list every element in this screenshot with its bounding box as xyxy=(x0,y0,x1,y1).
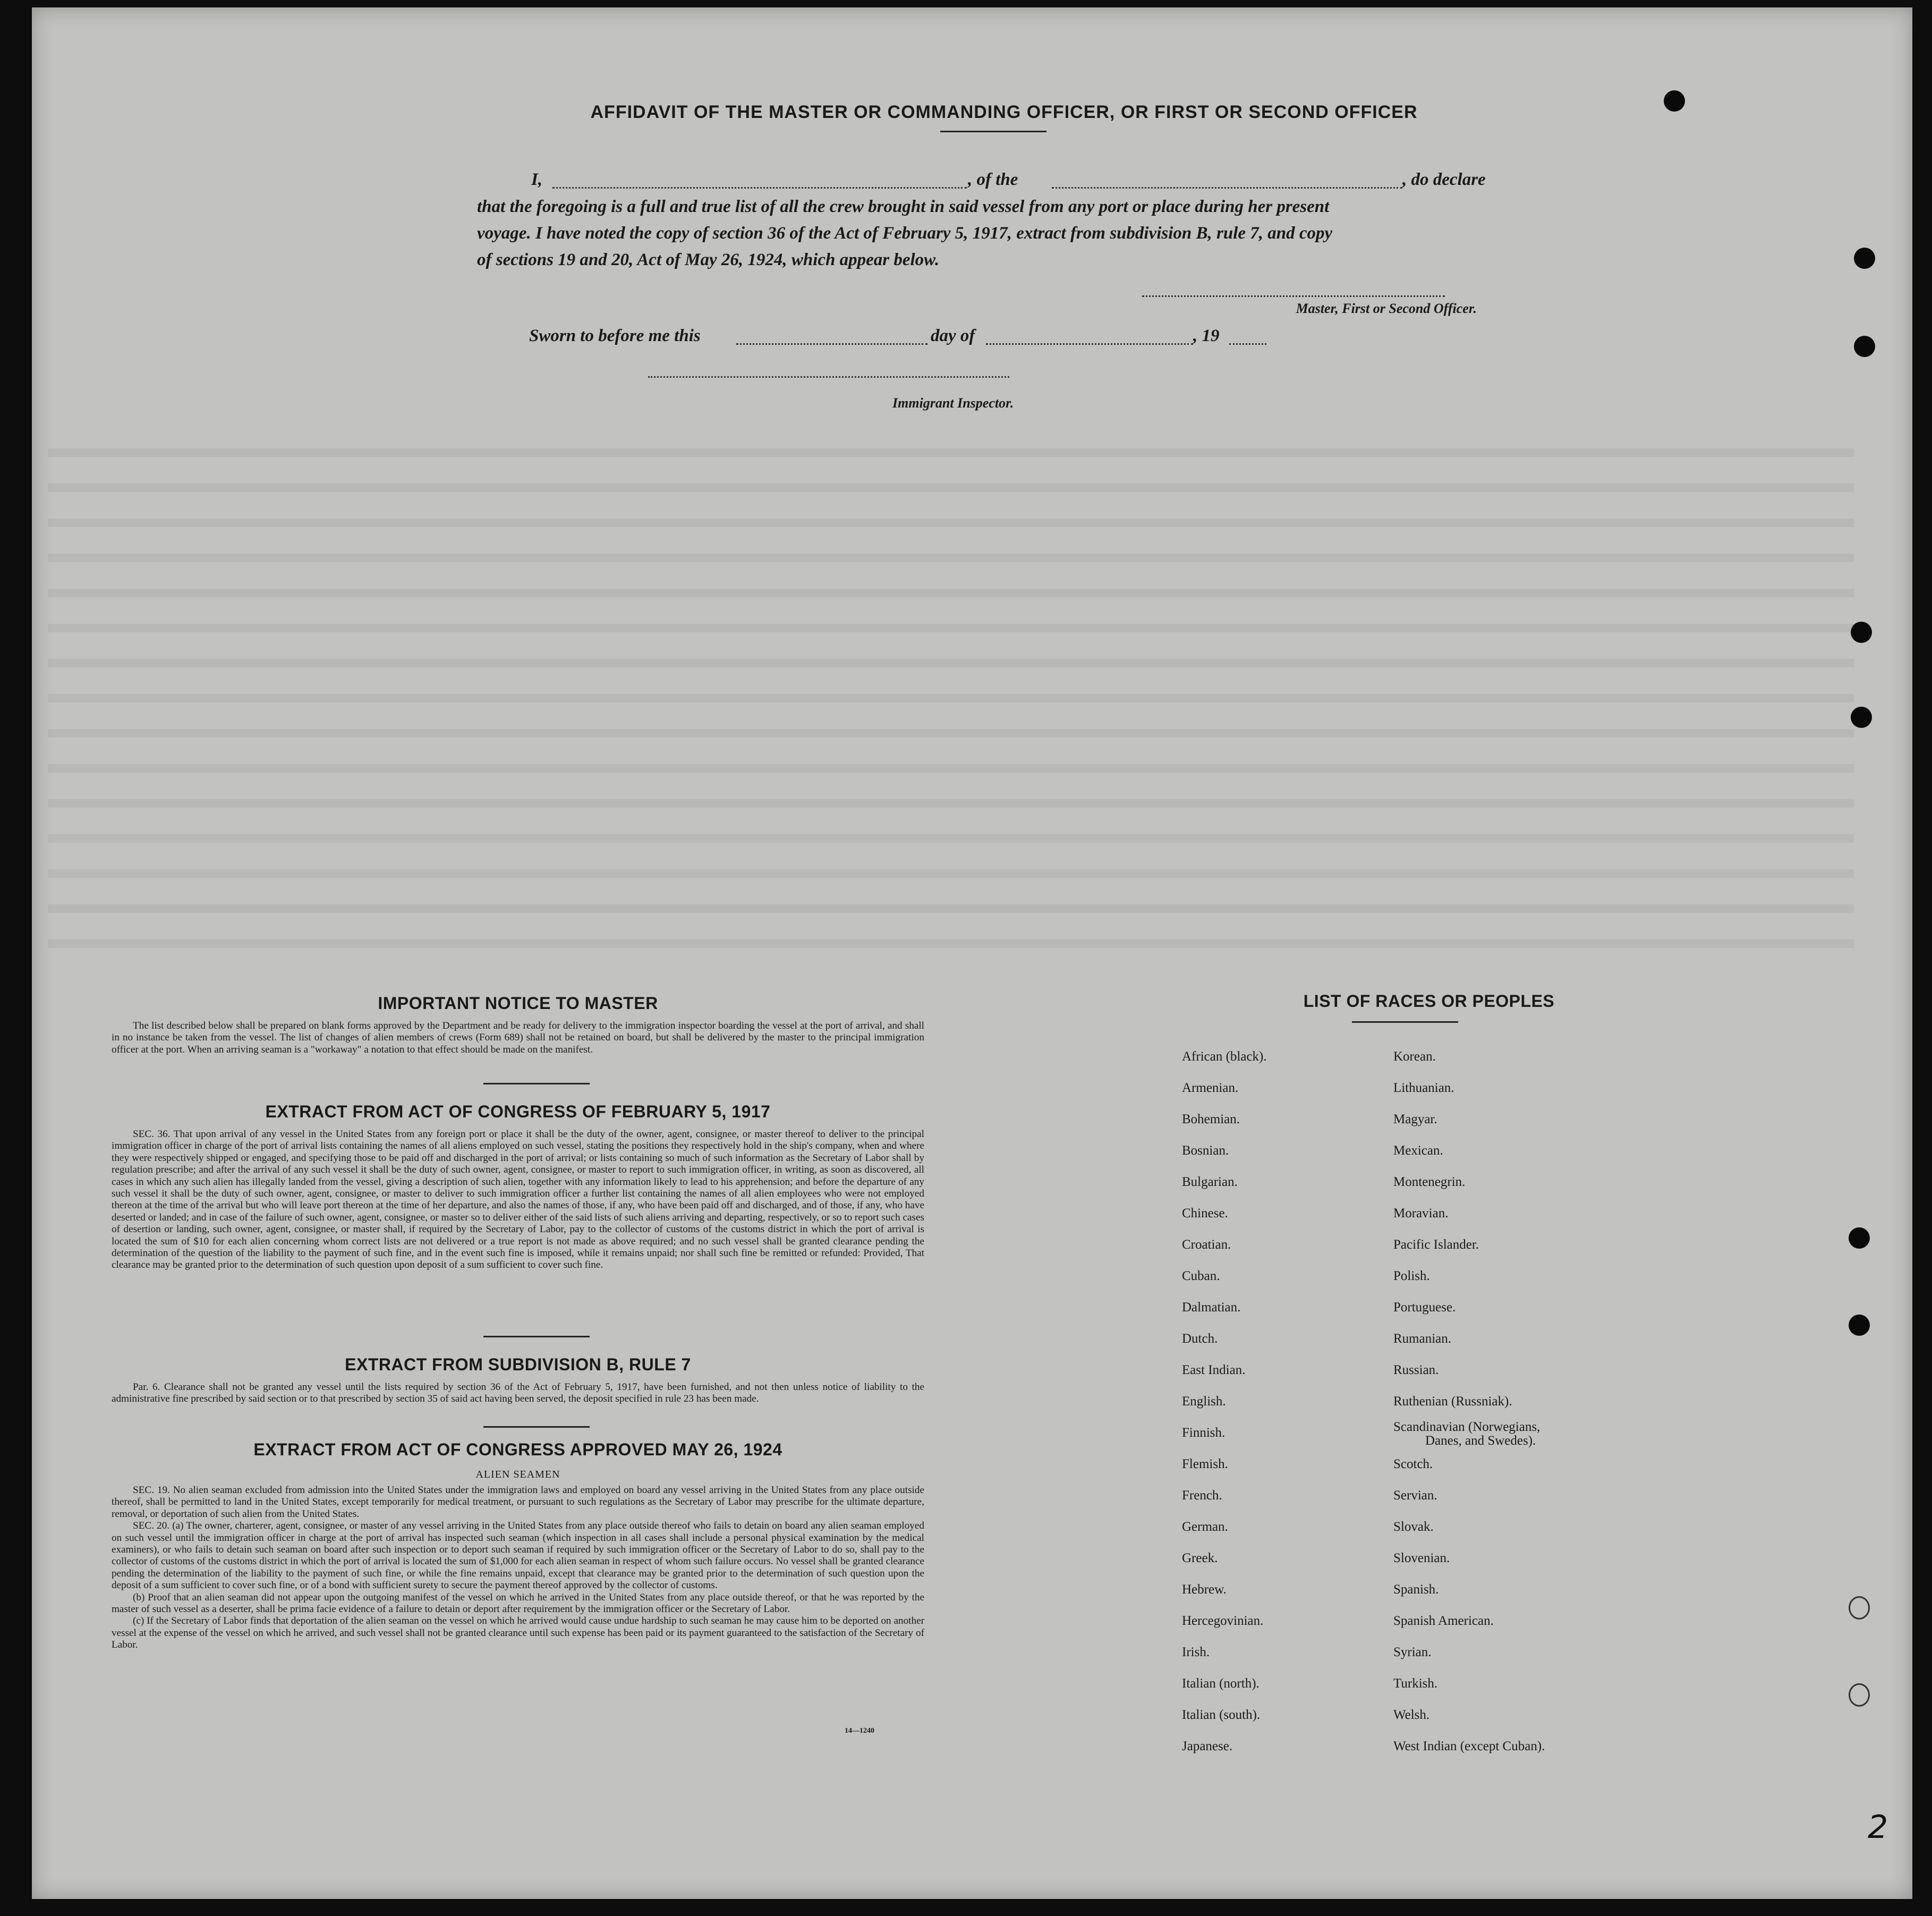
affidavit-declare-label: , do declare xyxy=(1402,170,1486,189)
race-item: Spanish American. xyxy=(1393,1614,1494,1628)
race-item: Lithuanian. xyxy=(1393,1081,1454,1095)
punch-hole xyxy=(1851,707,1872,728)
punch-hole xyxy=(1854,248,1875,269)
race-item: Rumanian. xyxy=(1393,1332,1452,1346)
race-item: Scandinavian (Norwegians, xyxy=(1393,1420,1541,1434)
inspector-signature-blank xyxy=(648,376,1009,378)
race-item: Hebrew. xyxy=(1182,1582,1227,1597)
rule-7-title: EXTRACT FROM SUBDIVISION B, RULE 7 xyxy=(345,1355,691,1374)
vessel-name-blank xyxy=(1052,187,1402,189)
punch-hole xyxy=(1849,1596,1870,1620)
affidavit-body xyxy=(477,193,1518,273)
race-item: Italian (north). xyxy=(1182,1676,1259,1691)
races-title: LIST OF RACES OR PEOPLES xyxy=(1303,991,1555,1011)
race-item: Welsh. xyxy=(1393,1708,1430,1722)
race-item-scandinavian xyxy=(1393,1417,1691,1448)
act-1924-text xyxy=(112,1485,924,1651)
master-signature-blank xyxy=(1142,295,1445,297)
race-item: Flemish. xyxy=(1182,1457,1228,1471)
race-item: Hercegovinian. xyxy=(1182,1614,1264,1628)
alien-seamen-subtitle: ALIEN SEAMEN xyxy=(475,1469,560,1480)
race-item: Slovak. xyxy=(1393,1520,1434,1534)
punch-hole xyxy=(1849,1227,1870,1249)
signature-caption: Master, First or Second Officer. xyxy=(1296,301,1477,316)
race-item: Bulgarian. xyxy=(1182,1175,1238,1189)
races-right-column xyxy=(1393,1041,1691,1762)
race-item: Servian. xyxy=(1393,1488,1437,1503)
act-1924-section-19: SEC. 19. No alien seaman excluded from admission into the United States under the immigration laws and employed on board any vessel arriving in the United States from any place outside thereof, shall be permitted to land in the United States, except temporarily for medical treatment, or pursuant to such regulations as the Secretary of Labor may prescribe for the ultimate departure, removal, or deportation of such alien from the United States. xyxy=(112,1485,924,1520)
act-1917-title: EXTRACT FROM ACT OF CONGRESS OF FEBRUARY 5, 1917 xyxy=(265,1102,771,1121)
title-underline xyxy=(940,131,1046,132)
punch-hole xyxy=(1854,336,1875,357)
race-item: Japanese. xyxy=(1182,1739,1233,1753)
race-item: Slovenian. xyxy=(1393,1551,1450,1565)
bleed-through-texture xyxy=(48,422,1854,974)
affidavit-of-the-label: , of the xyxy=(968,170,1018,189)
race-item: Dutch. xyxy=(1182,1332,1218,1346)
race-item: Dalmatian. xyxy=(1182,1300,1241,1315)
race-item: Syrian. xyxy=(1393,1645,1432,1659)
rule-7-paragraph: Par. 6. Clearance shall not be granted any vessel until the lists required by section 36 of the Act of February 5, 1917, have been furnished, and not then unless notice of liability to the administrative fine prescribed by said section or to that prescribed by section 35 of said act having been served, the deposit specified in rule 23 has been made. xyxy=(112,1381,924,1405)
form-number: 14—1240 xyxy=(845,1727,874,1735)
race-item: Magyar. xyxy=(1393,1112,1437,1126)
race-item: French. xyxy=(1182,1488,1222,1503)
act-1924-section-20c: (c) If the Secretary of Labor finds that deportation of the alien seaman on the vessel on which he arrived would cause undue hardship to such seaman he may cause him to be deported on another vessel at the expense of the vessel on which he arrived, and such vessel shall not be granted clearance until such expense has been paid or its payment guaranteed to the satisfaction of the Secretary of Labor. xyxy=(112,1615,924,1651)
race-item: Chinese. xyxy=(1182,1206,1228,1220)
sworn-day-of: day of xyxy=(931,326,975,345)
punch-hole xyxy=(1849,1683,1870,1707)
race-item: Pacific Islander. xyxy=(1393,1237,1479,1252)
section-divider xyxy=(483,1426,590,1428)
sworn-year-label: , 19 xyxy=(1193,326,1220,345)
document-page xyxy=(32,7,1912,1899)
race-item: English. xyxy=(1182,1394,1226,1409)
races-title-underline xyxy=(1352,1021,1458,1023)
race-item: Montenegrin. xyxy=(1393,1175,1466,1189)
affidavit-body-line: that the foregoing is a full and true list of all the crew brought in said vessel from any port or place during her present xyxy=(477,197,1330,216)
race-item: African (black). xyxy=(1182,1049,1267,1064)
race-item: Portuguese. xyxy=(1393,1300,1456,1315)
sworn-year-blank xyxy=(1229,343,1266,345)
section-divider xyxy=(483,1336,590,1337)
race-item: Ruthenian (Russniak). xyxy=(1393,1394,1512,1409)
race-item: German. xyxy=(1182,1520,1228,1534)
races-left-column xyxy=(1182,1041,1373,1762)
section-divider xyxy=(483,1083,590,1084)
act-1924-section-20b: (b) Proof that an alien seaman did not appear upon the outgoing manifest of the vessel on which he arrived in the United States from any place outside thereof, or that he was reported by the master of such vessel as a deserter, shall be prima facie evidence of a failure to detain or deport after requirement by the immigration officer or the Secretary of Labor. xyxy=(112,1591,924,1615)
affidavit-title: AFFIDAVIT OF THE MASTER OR COMMANDING OFFICER, OR FIRST OR SECOND OFFICER xyxy=(590,102,1418,122)
race-item: Korean. xyxy=(1393,1049,1436,1064)
sworn-prefix: Sworn to before me this xyxy=(529,326,701,345)
act-1917-text xyxy=(112,1129,924,1271)
notice-title: IMPORTANT NOTICE TO MASTER xyxy=(378,994,658,1013)
race-item: Irish. xyxy=(1182,1645,1210,1659)
inspector-caption: Immigrant Inspector. xyxy=(892,395,1014,411)
master-name-blank xyxy=(552,187,967,189)
race-item: Croatian. xyxy=(1182,1237,1231,1252)
race-item: Spanish. xyxy=(1393,1582,1439,1597)
race-item: Bosnian. xyxy=(1182,1143,1229,1158)
affidavit-body-line: voyage. I have noted the copy of section 36 of the Act of February 5, 1917, extract from subdivision B, rule 7, and copy xyxy=(477,224,1333,243)
punch-hole xyxy=(1851,622,1872,643)
sworn-month-blank xyxy=(986,343,1193,345)
race-item: Mexican. xyxy=(1393,1143,1443,1158)
act-1924-section-20a: SEC. 20. (a) The owner, charterer, agent, consignee, or master of any vessel arriving in the United States from any place outside thereof who fails to detain on board any alien seaman employed on such vessel until the immigration officer in charge at the port of arrival has inspected such seaman (which inspection in all cases shall include a personal physical examination by the medical examiners), or who fails to detain such seaman on board after such inspection or to deport such seaman if required by such immigration officer or the Secretary of Labor to do so, shall pay to the collector of customs of the customs district in which the port of arrival is located the sum of $1,000 for each alien seaman in respect of whom such failure occurs. No vessel shall be granted clearance pending the determination of the liability to the payment of such fine, or while the fine remains unpaid, except that clearance may be granted prior to the determination of such question upon the deposit of a sum sufficient to cover such fine, or of a bond with sufficient surety to secure the payment thereof approved by the collector of customs. xyxy=(112,1520,924,1591)
affidavit-body-line: of sections 19 and 20, Act of May 26, 1924, which appear below. xyxy=(477,250,940,269)
race-item: Armenian. xyxy=(1182,1081,1239,1095)
act-1917-section-36: SEC. 36. That upon arrival of any vessel in the United States from any foreign port or place it shall be the duty of the owner, agent, consignee, or master thereof to deliver to the principal immigration officer in charge of the port of arrival lists containing the names of all aliens employed on such vessel, stating the positions they respectively hold in the ship's company, when and where they were respectively shipped or engaged, and specifying those to be paid off and discharged in the port of arrival; or lists containing so much of such information as the Secretary of Labor shall by regulation prescribe; and after the arrival of any such vessel it shall be the duty of such owner, agent, consignee, or master to report to such immigration officer, in writing, as soon as discovered, all cases in which any such alien has illegally landed from the vessel, giving a description of such alien, together with any information likely to lead to his apprehension; and before the departure of any such vessel it shall be the duty of such owner, agent, consignee, or master to deliver to such immigration officer a further list containing the names of all alien employees who were not employed thereon at the time of the arrival but who will leave port thereon at the time of her departure, and also the names of those, if any, who have been paid off and discharged, and of those, if any, who have deserted or landed; and in case of the failure of such owner, agent, consignee, or master so to deliver either of the said lists of such aliens arriving and departing, respectively, or so to report such cases of desertion or landing, such owner, agent, consignee, or master shall, if required by the Secretary of Labor, pay to the collector of customs of the customs district in which the port of arrival is located the sum of $10 for each alien concerning whom correct lists are not delivered or a true report is not made as above required; and no such vessel shall be granted clearance pending the determination of the question of the liability to the payment of such fine, and in the event such fine is imposed, while it remains unpaid; nor shall such fine be remitted or refunded: Provided, That clearance may be granted prior to the determination of such question upon deposit of a sum sufficient to cover such fine. xyxy=(112,1129,924,1271)
race-item: East Indian. xyxy=(1182,1363,1246,1377)
race-item: Finnish. xyxy=(1182,1426,1225,1440)
race-item: Moravian. xyxy=(1393,1206,1449,1220)
race-item-continuation: Danes, and Swedes). xyxy=(1425,1434,1536,1448)
race-item: Turkish. xyxy=(1393,1676,1438,1691)
race-item: Italian (south). xyxy=(1182,1708,1261,1722)
race-item: West Indian (except Cuban). xyxy=(1393,1739,1545,1753)
punch-hole xyxy=(1664,90,1685,112)
handwritten-page-number: 2 xyxy=(1868,1809,1888,1846)
race-item: Greek. xyxy=(1182,1551,1218,1565)
affidavit-i-label: I, xyxy=(531,170,543,189)
race-item: Scotch. xyxy=(1393,1457,1433,1471)
race-item: Polish. xyxy=(1393,1269,1430,1283)
race-item: Bohemian. xyxy=(1182,1112,1240,1126)
act-1924-title: EXTRACT FROM ACT OF CONGRESS APPROVED MAY 26, 1924 xyxy=(253,1440,782,1459)
rule-7-text xyxy=(112,1381,924,1405)
race-item: Russian. xyxy=(1393,1363,1439,1377)
race-item: Cuban. xyxy=(1182,1269,1220,1283)
notice-text xyxy=(112,1020,924,1056)
punch-hole xyxy=(1849,1315,1870,1336)
sworn-day-blank xyxy=(736,343,927,345)
notice-paragraph: The list described below shall be prepared on blank forms approved by the Department and be ready for delivery to the immigration inspector boarding the vessel at the port of arrival, and shall in no instance be taken from the vessel. The list of changes of alien members of crews (Form 689) shall not be retained on board, but shall be delivered by the master to the principal immigration officer at the port. When an arriving seaman is a "workaway" a notation to that effect should be made on the manifest. xyxy=(112,1020,924,1055)
